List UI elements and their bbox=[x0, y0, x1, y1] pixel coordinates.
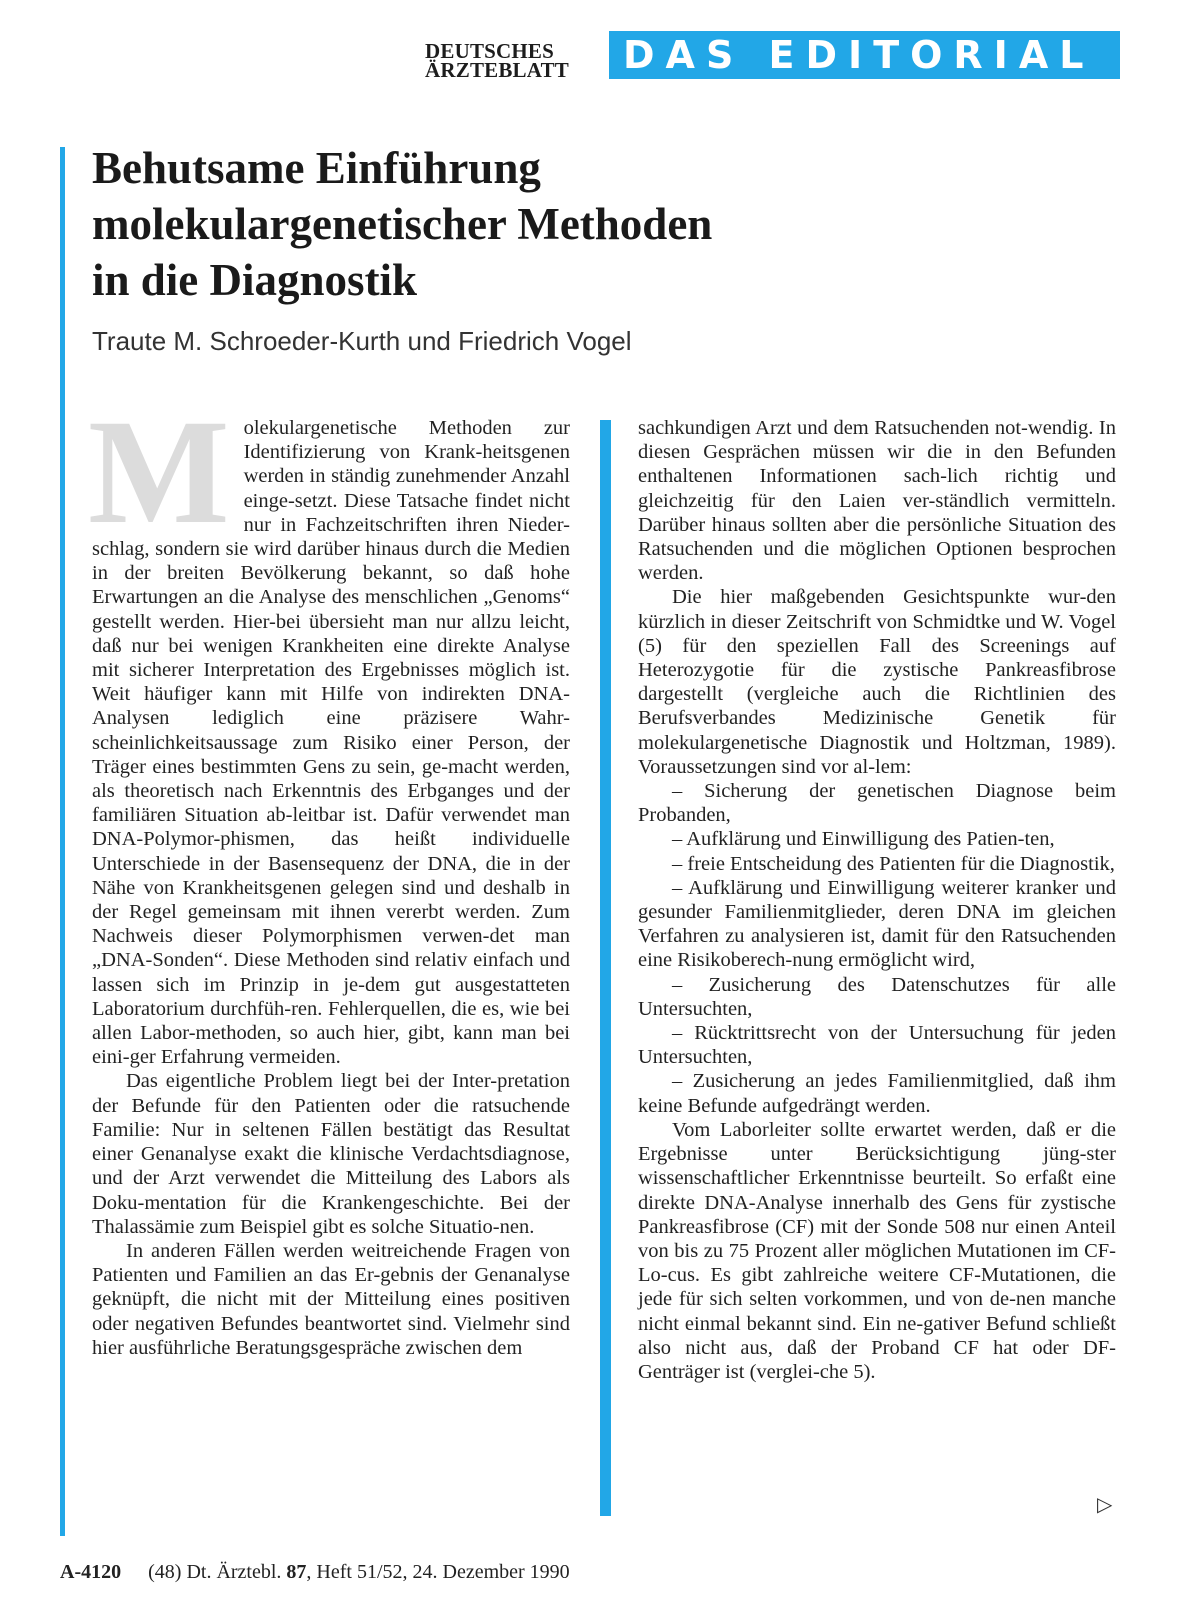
left-column bbox=[88, 389, 570, 1360]
paragraph-2: Das eigentliche Problem liegt bei der Inter-pretation der Befunde für den Patienten oder die ratsuchende Familie: Nur in seltenen Fällen bestätigt das Resultat einer Genanalyse exakt die klinische Verdachtsdiagnose, und der Arzt verwendet die Mitteilung des Labors als Doku-mentation für die Krankengeschichte. Bei der Thalassämie zum Beispiel gibt es solche Situatio-nen. bbox=[92, 1070, 570, 1238]
paragraph-3: In anderen Fällen werden weitreichende Fragen von Patienten und Familien an das Er-gebnis der Genanalyse geknüpft, die nicht mit der Mitteilung eines positiven oder negativen Befundes beantwortet sind. Vielmehr sind hier ausführliche Beratungsgespräche zwischen dem bbox=[92, 1239, 570, 1359]
paragraph-1 bbox=[88, 389, 570, 1069]
list-item: – Rücktrittsrecht von der Untersuchung für jeden Untersuchten, bbox=[638, 1022, 1116, 1069]
continue-arrow-icon: ▷ bbox=[1097, 1492, 1113, 1516]
journal-issue: , Heft 51/52, 24. Dezember 1990 bbox=[306, 1561, 570, 1583]
headline-line-1: Behutsame Einführung bbox=[92, 143, 541, 193]
headline-line-2: molekulargenetischer Methoden bbox=[92, 199, 713, 249]
paragraph-1-text: olekulargenetische Methoden zur Identifizierung von Krank-heitsgenen werden in ständig zunehmender Anzahl einge-setzt. Diese Tatsache findet nicht nur in Fachzeitschriften ihren Nieder-schlag, sondern sie wird darüber hinaus durch die Medien in der breiten Bevölkerung bekannt, so daß hohe Erwartungen an die Analyse des menschlichen „Genoms“ gestellt werden. Hier-bei übersieht man nur allzu leicht, daß nur bei wenigen Krankheiten eine direkte Analyse mit sicherer Interpretation des Ergebnisses möglich ist. Weit häufiger kann mit Hilfe von indirekten DNA-Analysen lediglich eine präzisere Wahr-scheinlichkeitsaussage zum Risiko einer Person, der Träger eines bestimmten Gens zu sein, ge-macht werden, als theoretisch nach Erkenntnis des Erbganges und der familiären Situation ab-leitbar ist. Dafür verwendet man DNA-Polymor-phismen, das heißt individuelle Unterschiede in der Basensequenz der DNA, die in der Nähe von Krankheitsgenen gelegen sind und deshalb in der Regel gemeinsam mit ihnen vererbt werden. Zum Nachweis dieser Polymorphismen verwen-det man „DNA-Sonden“. Diese Methoden sind relativ einfach und lassen sich im Prinzip in je-dem gut ausgestatteten Laboratorium durchfüh-ren. Fehlerquellen, die es, wie bei allen Labor-methoden, so auch hier, gibt, kann man bei eini-ger Erfahrung vermeiden. bbox=[92, 417, 570, 1069]
column-accent-rule bbox=[600, 420, 611, 1516]
list-item: – freie Entscheidung des Patienten für die Diagnostik, bbox=[672, 852, 1115, 875]
page-id: A-4120 bbox=[60, 1561, 122, 1583]
right-column bbox=[638, 416, 1116, 1384]
list-item: – Aufklärung und Einwilligung weiterer kranker und gesunder Familienmitglieder, deren DNA im gleichen Verfahren zu analysieren ist, damit für den Ratsuchenden eine Risikoberech-nung ermöglicht wird, bbox=[638, 876, 1116, 972]
journal-name: Dt. Ärztebl. bbox=[186, 1561, 282, 1583]
page-footer bbox=[60, 1561, 570, 1584]
masthead-line-1: DEUTSCHES bbox=[425, 39, 555, 63]
headline-line-3: in die Diagnostik bbox=[92, 255, 418, 305]
paragraph-4: sachkundigen Arzt und dem Ratsuchenden not-wendig. In diesen Gesprächen müssen wir die in den Befunden enthaltenen Informationen sach-lich richtig und gleichzeitig für den Laien ver-ständlich vermitteln. Darüber hinaus sollten aber die persönliche Situation des Ratsuchenden und die möglichen Optionen besprochen werden. bbox=[638, 417, 1116, 585]
journal-volume: 87 bbox=[286, 1561, 307, 1583]
list-item: – Zusicherung des Datenschutzes für alle Untersuchten, bbox=[638, 973, 1116, 1020]
list-item: – Zusicherung an jedes Familienmitglied, daß ihm keine Befunde aufgedrängt werden. bbox=[638, 1070, 1116, 1117]
masthead-logo bbox=[425, 39, 569, 82]
drop-cap: M bbox=[88, 389, 230, 555]
list-item: – Sicherung der genetischen Diagnose beim Probanden, bbox=[638, 780, 1116, 827]
paragraph-5: Die hier maßgebenden Gesichtspunkte wur-den kürzlich in dieser Zeitschrift von Schmidtke und W. Vogel (5) für den speziellen Fall des Screenings auf Heterozygotie für die zystische Pankreasfibrose dargestellt (vergleiche auch die Richtlinien des Berufsverbandes Medizinische Genetik für molekulargenetische Diagnostik und Holtzman, 1989). Voraussetzungen sind vor al-lem: bbox=[638, 586, 1116, 778]
section-banner: DAS EDITORIAL bbox=[609, 31, 1120, 79]
masthead-line-2: ÄRZTEBLATT bbox=[425, 58, 569, 82]
list-item: – Aufklärung und Einwilligung des Patien-ten, bbox=[672, 828, 1055, 851]
title-accent-rule bbox=[60, 147, 65, 1536]
page-number: (48) bbox=[148, 1561, 182, 1583]
article-headline bbox=[92, 140, 992, 308]
paragraph-6: Vom Laborleiter sollte erwartet werden, daß er die Ergebnisse unter Berücksichtigung jüng-ster wissenschaftlicher Erkenntnisse beurteilt. So erfaßt eine direkte DNA-Analyse innerhalb des Gens für zystische Pankreasfibrose (CF) mit der Sonde 508 nur einen Anteil von bis zu 75 Prozent aller möglichen Mutationen im CF-Lo-cus. Es gibt zahlreiche weitere CF-Mutationen, die jede für sich selten vorkommen, und von de-nen manche nicht einmal bekannt sind. Ein ne-gativer Befund schließt also nicht aus, daß der Proband CF hat oder DF-Genträger ist (verglei-che 5). bbox=[638, 1118, 1116, 1383]
article-authors: Traute M. Schroeder-Kurth und Friedrich Vogel bbox=[92, 326, 632, 356]
